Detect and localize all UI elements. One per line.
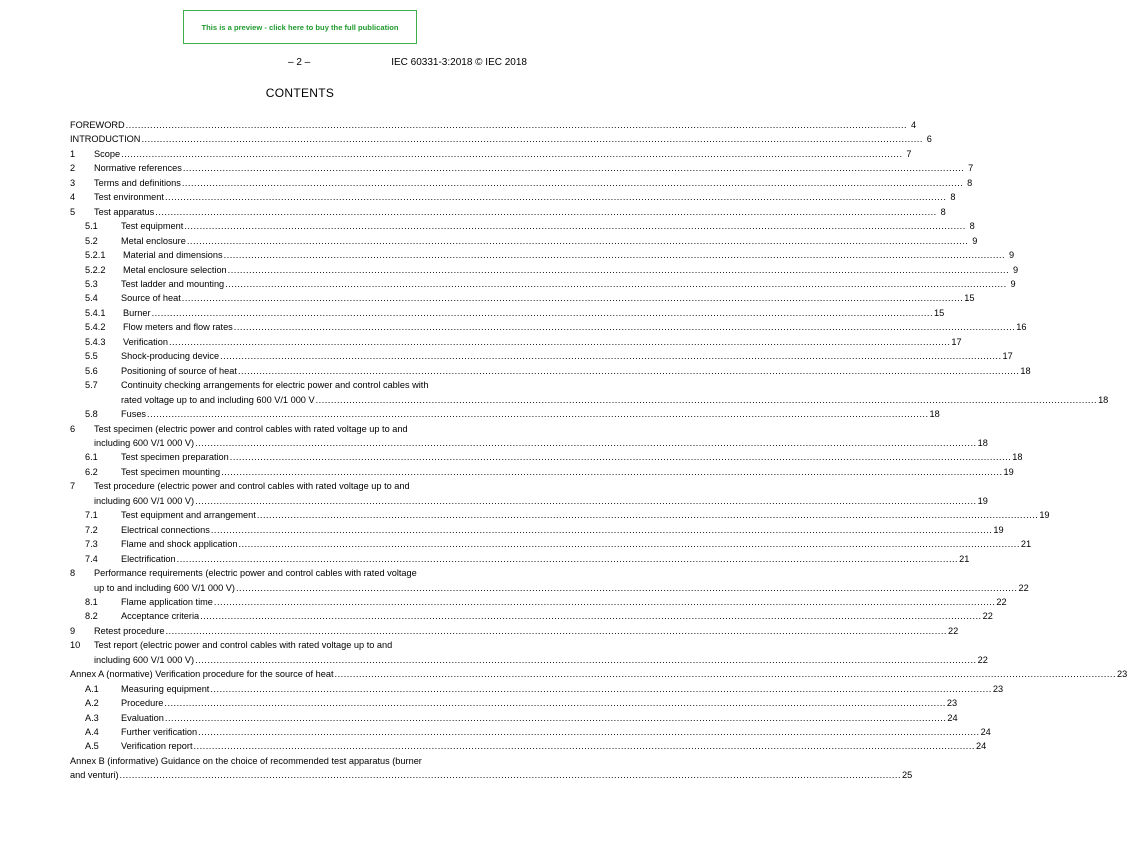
toc-entry-number: 6 bbox=[70, 423, 76, 434]
toc-entry-number: 5.4.2 bbox=[85, 322, 106, 333]
toc-entry-page: 15 bbox=[964, 293, 975, 304]
toc-entry-page: 9 bbox=[1008, 250, 1015, 261]
dot-leader bbox=[230, 450, 1011, 464]
toc-entry-page: 19 bbox=[993, 524, 1004, 535]
toc-entry-number: 8 bbox=[70, 568, 76, 579]
toc-entry[interactable] bbox=[70, 335, 962, 349]
toc-entry-number: 9 bbox=[70, 625, 76, 636]
dot-leader bbox=[165, 624, 946, 638]
toc-entry-title-continued: up to and including 600 V/1 000 V) bbox=[94, 582, 235, 593]
toc-entry[interactable] bbox=[70, 118, 917, 132]
toc-entry-title: Acceptance criteria bbox=[121, 611, 200, 622]
toc-entry[interactable] bbox=[70, 624, 959, 638]
toc-entry[interactable] bbox=[70, 595, 1007, 609]
toc-entry-title: Test apparatus bbox=[94, 206, 155, 217]
dot-leader bbox=[200, 609, 981, 623]
toc-entry-title: Positioning of source of heat bbox=[121, 365, 237, 376]
toc-entry-number: 5.3 bbox=[85, 278, 98, 289]
toc-entry-title: Terms and definitions bbox=[94, 177, 181, 188]
dot-leader bbox=[316, 393, 1097, 407]
toc-entry-title: Test equipment and arrangement bbox=[121, 510, 256, 521]
toc-entry-title-continued: including 600 V/1 000 V) bbox=[94, 495, 195, 506]
toc-entry-number: 5.4.1 bbox=[85, 307, 106, 318]
toc-entry-page: 21 bbox=[959, 553, 970, 564]
toc-entry-title: Evaluation bbox=[121, 712, 164, 723]
toc-entry[interactable] bbox=[70, 479, 988, 508]
toc-entry[interactable] bbox=[70, 725, 991, 739]
toc-entry[interactable] bbox=[70, 754, 913, 783]
dot-leader bbox=[257, 508, 1038, 522]
toc-entry-title: Test specimen preparation bbox=[121, 452, 229, 463]
toc-entry-title: Test report (electric power and control cables with rated voltage up to and bbox=[94, 640, 393, 651]
toc-entry[interactable] bbox=[70, 566, 1029, 595]
toc-entry-page: 4 bbox=[910, 120, 917, 130]
dot-leader bbox=[238, 537, 1019, 551]
toc-entry-title: Normative references bbox=[94, 163, 182, 174]
toc-entry[interactable] bbox=[70, 291, 975, 305]
toc-entry-page: 22 bbox=[977, 654, 988, 665]
toc-entry-page: 18 bbox=[1098, 394, 1109, 405]
toc-entry-title: Flame and shock application bbox=[121, 539, 238, 550]
dot-leader bbox=[120, 768, 901, 782]
toc-entry[interactable] bbox=[70, 161, 974, 175]
toc-entry[interactable] bbox=[70, 537, 1032, 551]
toc-entry-number: 5.6 bbox=[85, 365, 98, 376]
toc-entry-title-continued: and venturi) bbox=[70, 770, 119, 781]
toc-entry-page: 17 bbox=[1002, 351, 1013, 362]
toc-entry[interactable] bbox=[70, 422, 988, 451]
dot-leader bbox=[211, 523, 992, 537]
dot-leader bbox=[169, 335, 950, 349]
toc-entry-title: Scope bbox=[94, 148, 121, 159]
toc-entry-title: Test equipment bbox=[121, 221, 184, 232]
toc-entry-page: 18 bbox=[1020, 365, 1031, 376]
toc-entry-page: 9 bbox=[1013, 264, 1019, 275]
toc-entry-title: Fuses bbox=[121, 409, 147, 420]
dot-leader bbox=[121, 147, 902, 161]
toc-entry[interactable] bbox=[70, 306, 945, 320]
dot-leader bbox=[194, 739, 975, 753]
standard-identifier: IEC 60331-3:2018 © IEC 2018 bbox=[391, 57, 527, 68]
toc-entry-number: 5.7 bbox=[85, 380, 98, 391]
toc-entry-title: Metal enclosure selection bbox=[123, 264, 227, 275]
dot-leader bbox=[195, 653, 976, 667]
dot-leader bbox=[141, 132, 922, 146]
dot-leader bbox=[221, 465, 1002, 479]
toc-entry-page: 6 bbox=[926, 134, 932, 145]
toc-entry[interactable] bbox=[70, 205, 946, 219]
toc-entry[interactable] bbox=[70, 638, 988, 667]
dot-leader bbox=[198, 725, 979, 739]
toc-entry-title: Annex A (normative) Verification procedure for the source of heat bbox=[70, 669, 334, 680]
dot-leader bbox=[224, 248, 1005, 262]
toc-entry-title: Retest procedure bbox=[94, 625, 165, 636]
toc-entry-number: 5.1 bbox=[85, 221, 98, 232]
toc-entry-page: 24 bbox=[947, 712, 958, 723]
toc-entry-page: 22 bbox=[1018, 582, 1029, 593]
dot-leader bbox=[177, 552, 958, 566]
toc-entry-title-continued: including 600 V/1 000 V) bbox=[94, 654, 195, 665]
dot-leader bbox=[187, 234, 968, 248]
toc-entry-title: Test specimen (electric power and control cables with rated voltage up to and bbox=[94, 423, 408, 434]
toc-entry-title: Source of heat bbox=[121, 293, 181, 304]
table-of-contents bbox=[70, 118, 1127, 783]
toc-entry-page: 18 bbox=[1012, 452, 1023, 463]
toc-entry[interactable] bbox=[70, 696, 958, 710]
toc-entry-title: Shock-producing device bbox=[121, 351, 220, 362]
toc-entry[interactable] bbox=[70, 263, 1019, 277]
toc-entry-title: Verification report bbox=[121, 741, 193, 752]
toc-entry-title: Electrification bbox=[121, 553, 176, 564]
toc-entry-page: 9 bbox=[972, 235, 978, 246]
toc-entry[interactable] bbox=[70, 234, 978, 248]
toc-entry-page: 22 bbox=[996, 596, 1007, 607]
toc-entry-number: 7.4 bbox=[85, 553, 98, 564]
toc-entry-number: 7.3 bbox=[85, 539, 98, 550]
toc-entry-title-continued: including 600 V/1 000 V) bbox=[94, 437, 195, 448]
toc-entry-page: 22 bbox=[982, 611, 993, 622]
toc-entry-title: Test procedure (electric power and control cables with rated voltage up to and bbox=[94, 481, 410, 492]
toc-entry-page: 15 bbox=[934, 307, 945, 318]
toc-entry-page: 19 bbox=[977, 495, 988, 506]
toc-entry-page: 23 bbox=[1117, 669, 1127, 680]
toc-entry[interactable] bbox=[70, 364, 1031, 378]
toc-entry-number: 5.5 bbox=[85, 351, 98, 362]
toc-entry-number: 5.2.1 bbox=[85, 250, 106, 261]
toc-entry-page: 19 bbox=[1039, 510, 1050, 521]
dot-leader bbox=[182, 176, 963, 190]
dot-leader bbox=[164, 696, 945, 710]
toc-entry[interactable] bbox=[70, 739, 987, 753]
dot-leader bbox=[155, 205, 936, 219]
toc-entry[interactable] bbox=[70, 132, 932, 146]
toc-entry-number: 5.2.2 bbox=[85, 264, 106, 275]
dot-leader bbox=[335, 667, 1116, 681]
toc-entry-title: Flow meters and flow rates bbox=[123, 322, 233, 333]
dot-leader bbox=[165, 190, 946, 204]
dot-leader bbox=[210, 682, 991, 696]
toc-entry-title: Material and dimensions bbox=[123, 250, 223, 261]
toc-entry-number: 3 bbox=[70, 177, 76, 188]
toc-entry-number: 6.2 bbox=[85, 466, 98, 477]
toc-entry-page: 19 bbox=[1003, 466, 1014, 477]
toc-entry-title: FOREWORD bbox=[70, 120, 125, 130]
toc-entry-page: 24 bbox=[980, 727, 991, 738]
toc-entry[interactable] bbox=[70, 450, 1023, 464]
toc-entry-number: A.5 bbox=[85, 741, 99, 752]
toc-entry-title: Test specimen mounting bbox=[121, 466, 221, 477]
dot-leader bbox=[182, 291, 963, 305]
dot-leader bbox=[234, 320, 1015, 334]
toc-entry-page: 24 bbox=[975, 741, 987, 752]
toc-entry[interactable] bbox=[70, 552, 970, 566]
toc-entry-page: 7 bbox=[968, 163, 974, 174]
dot-leader bbox=[152, 306, 933, 320]
dot-leader bbox=[126, 118, 907, 132]
dot-leader bbox=[147, 407, 928, 421]
toc-entry-title: Test environment bbox=[94, 192, 164, 203]
toc-entry[interactable] bbox=[70, 277, 1016, 291]
toc-entry[interactable] bbox=[70, 176, 973, 190]
toc-entry[interactable] bbox=[70, 682, 1004, 696]
toc-entry-page: 23 bbox=[992, 683, 1004, 694]
toc-entry-number: 8.1 bbox=[85, 596, 98, 607]
toc-entry-page: 18 bbox=[929, 409, 940, 420]
toc-entry[interactable] bbox=[70, 407, 940, 421]
toc-entry-number: 5.4 bbox=[85, 293, 98, 304]
toc-entry-page: 22 bbox=[947, 625, 959, 636]
toc-entry-page: 8 bbox=[967, 177, 973, 188]
dot-leader bbox=[195, 436, 976, 450]
toc-entry-title: Electrical connections bbox=[121, 524, 210, 535]
dot-leader bbox=[184, 219, 965, 233]
toc-entry-title: Test ladder and mounting bbox=[121, 278, 225, 289]
toc-entry[interactable] bbox=[70, 248, 1015, 262]
dot-leader bbox=[183, 161, 964, 175]
toc-entry-title: Continuity checking arrangements for electric power and control cables with bbox=[121, 380, 429, 391]
toc-entry-title: Further verification bbox=[121, 727, 198, 738]
toc-entry-title: Performance requirements (electric power and control cables with rated voltage bbox=[94, 568, 417, 579]
page-header bbox=[0, 57, 600, 71]
dot-leader bbox=[228, 263, 1009, 277]
contents-heading: CONTENTS bbox=[265, 86, 335, 100]
toc-entry-number: 7 bbox=[70, 481, 76, 492]
toc-entry[interactable] bbox=[70, 378, 1109, 407]
toc-entry[interactable] bbox=[70, 667, 1127, 681]
toc-entry[interactable] bbox=[70, 711, 958, 725]
toc-entry-number: 10 bbox=[70, 640, 81, 651]
toc-entry-number: A.2 bbox=[85, 698, 99, 709]
toc-entry-number: A.4 bbox=[85, 727, 99, 738]
toc-entry-title: Measuring equipment bbox=[121, 683, 210, 694]
toc-entry-page: 21 bbox=[1020, 539, 1032, 550]
toc-entry-number: 5.2 bbox=[85, 235, 98, 246]
toc-entry-number: 8.2 bbox=[85, 611, 98, 622]
toc-entry-number: 7.2 bbox=[85, 524, 98, 535]
toc-entry-number: A.1 bbox=[85, 683, 99, 694]
dot-leader bbox=[195, 494, 976, 508]
toc-entry-title: Burner bbox=[123, 307, 151, 318]
toc-entry-title: Metal enclosure bbox=[121, 235, 186, 246]
toc-entry-title-continued: rated voltage up to and including 600 V/1 000 V bbox=[121, 394, 315, 405]
dot-leader bbox=[236, 581, 1017, 595]
toc-entry-page: 16 bbox=[1016, 322, 1027, 333]
buy-publication-banner[interactable]: This is a preview - click here to buy the full publication bbox=[183, 10, 417, 44]
dot-leader bbox=[220, 349, 1001, 363]
dot-leader bbox=[165, 711, 946, 725]
page-number: – 2 – bbox=[288, 57, 311, 68]
toc-entry[interactable] bbox=[70, 219, 975, 233]
toc-entry[interactable] bbox=[70, 147, 912, 161]
toc-entry-number: A.3 bbox=[85, 712, 99, 723]
toc-entry-title: INTRODUCTION bbox=[70, 134, 141, 145]
toc-entry-page: 8 bbox=[940, 206, 946, 217]
toc-entry-page: 25 bbox=[902, 770, 913, 781]
dot-leader bbox=[214, 595, 995, 609]
dot-leader bbox=[238, 364, 1019, 378]
toc-entry-number: 7.1 bbox=[85, 510, 98, 521]
toc-entry-number: 2 bbox=[70, 163, 76, 174]
toc-entry-title: Flame application time bbox=[121, 596, 213, 607]
toc-entry-page: 23 bbox=[946, 698, 958, 709]
toc-entry-number: 6.1 bbox=[85, 452, 98, 463]
toc-entry[interactable] bbox=[70, 523, 1004, 537]
toc-entry-number: 5 bbox=[70, 206, 76, 217]
toc-entry[interactable] bbox=[70, 190, 956, 204]
toc-entry[interactable] bbox=[70, 349, 1013, 363]
toc-entry-page: 18 bbox=[977, 437, 988, 448]
toc-entry[interactable] bbox=[70, 609, 993, 623]
toc-entry-number: 5.4.3 bbox=[85, 336, 106, 347]
toc-entry-page: 9 bbox=[1010, 278, 1016, 289]
toc-entry-number: 1 bbox=[70, 148, 76, 159]
toc-entry-title: Procedure bbox=[121, 698, 164, 709]
dot-leader bbox=[225, 277, 1006, 291]
toc-entry[interactable] bbox=[70, 508, 1050, 522]
toc-entry-page: 7 bbox=[906, 148, 912, 159]
toc-entry-page: 8 bbox=[950, 192, 956, 203]
toc-entry-page: 17 bbox=[951, 336, 962, 347]
toc-entry[interactable] bbox=[70, 465, 1014, 479]
toc-entry-title: Verification bbox=[123, 336, 168, 347]
toc-entry-page: 8 bbox=[969, 221, 975, 232]
toc-entry[interactable] bbox=[70, 320, 1027, 334]
toc-entry-number: 5.8 bbox=[85, 409, 98, 420]
toc-entry-title: Annex B (informative) Guidance on the choice of recommended test apparatus (burner bbox=[70, 755, 422, 766]
toc-entry-number: 4 bbox=[70, 192, 76, 203]
